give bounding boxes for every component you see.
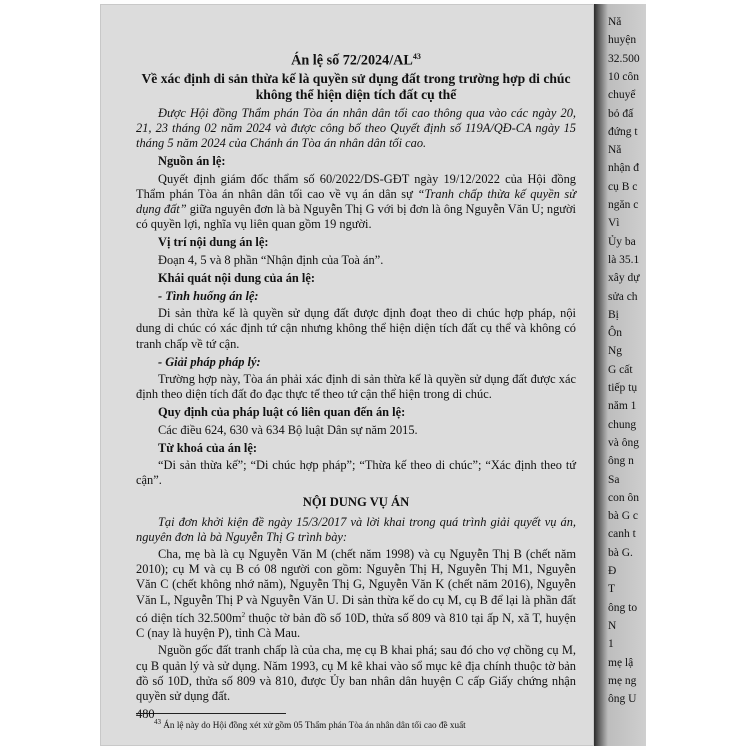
case-paragraph-1-b: thuộc tờ bản đồ số 10D, thửa số 809 và 810 tại ấp N, xã T, huyện C (nay là huyện P), tỉnh Cà Mau. — [136, 610, 576, 641]
position-paragraph: Đoạn 4, 5 và 8 phần “Nhận định của Toà án”. — [158, 252, 384, 267]
next-page-fragment: con ôn — [608, 491, 639, 504]
source-text-italic: “Tranh chấp thừa kế quyền sử dụng đất” — [136, 186, 576, 216]
next-page-fragment: Sa — [608, 473, 620, 486]
case-paragraph-1-a: Cha, mẹ bà là cụ Nguyễn Văn M (chết năm 1998) và cụ Nguyễn Thị B (chết năm 2010); cụ M và cụ B có 08 người con gồm: Nguyễn Thị H, Nguyễn Thị M1, Nguyễn Văn C (chết không nhớ năm), Nguyễn Thị G, Nguyễn Văn K (chết năm 2016), Nguyễn Văn L, Nguyễn Thị P và Nguyễn Văn U. Di sản thừa kế do cụ M, cụ B để lại là phần đất có diện tích 32.500m — [136, 547, 576, 625]
position-heading: Vị trí nội dung án lệ: — [158, 235, 269, 250]
source-text-2: giữa nguyên đơn là bà Nguyễn Thị G với bị đơn là ông Nguyễn Văn U; người có quyền lợi, nghĩa vụ liên quan gồm 19 người. — [136, 201, 576, 232]
intro-paragraph: Được Hội đồng Thẩm phán Tòa án nhân dân tối cao thông qua vào các ngày 20, 21, 23 tháng 02 năm 2024 và được công bố theo Quyết định số 119A/QĐ-CA ngày 15 tháng 5 năm 2024 của Chánh án Tòa án nhân dân tối cao. — [136, 105, 576, 151]
case-paragraph-2: Nguồn gốc đất tranh chấp là của cha, mẹ cụ B khai phá; sau đó cho vợ chồng cụ M, cụ B quản lý và sử dụng. Năm 1993, cụ M kê khai vào sổ mục kê địa chính thuộc tờ bản đồ số 10D, thửa số 809 và 810, được Ủy ban nhân dân huyện C cấp Giấy chứng nhận quyền sử dụng đất. — [136, 643, 576, 703]
next-page-fragment: mẹ lậ — [608, 656, 634, 669]
title-footnote-ref: 43 — [412, 52, 421, 61]
law-heading: Quy định của pháp luật có liên quan đến án lệ: — [158, 405, 406, 420]
next-page-fragment: T — [608, 583, 616, 596]
source-text-1: Quyết định giám đốc thẩm số 60/2022/DS-GĐT ngày 19/12/2022 của Hội đồng Thẩm phán Tòa án nhân dân tối cao về vụ án dân sự — [136, 171, 576, 201]
next-page-fragment: ông to — [608, 601, 638, 614]
case-section-heading: NỘI DUNG VỤ ÁN — [302, 495, 410, 510]
next-page-fragment: Nă — [608, 16, 622, 28]
next-page-fragment: Ôn — [608, 327, 623, 340]
next-page-fragment: Vì — [608, 217, 620, 230]
keywords-paragraph: “Di sản thừa kế”; “Di chúc hợp pháp”; “Thừa kế theo di chúc”; “Xác định theo tứ cận”. — [136, 458, 576, 488]
next-page-fragment: cụ B c — [608, 180, 638, 193]
page-content — [136, 48, 576, 731]
next-page-fragment: ông n — [608, 455, 634, 468]
next-page-fragment: là 35.1 — [608, 253, 640, 266]
summary-heading: Khái quát nội dung của án lệ: — [158, 270, 315, 285]
footnote — [154, 717, 576, 731]
right-margin — [646, 0, 750, 750]
next-page-fragment: chung — [608, 418, 637, 431]
next-page-fragment: canh t — [608, 528, 636, 541]
title-text: Án lệ số 72/2024/AL — [291, 52, 413, 69]
next-page-fragment: bỏ đấ — [608, 107, 634, 120]
case-paragraph-1-sup: 2 — [241, 610, 246, 619]
next-page-fragment: G cất — [608, 363, 633, 376]
source-heading: Nguồn án lệ: — [158, 154, 226, 169]
case-paragraph-1 — [136, 547, 576, 641]
footnote-divider — [136, 713, 286, 714]
next-page-fragment: 10 côn — [608, 70, 639, 83]
next-page-fragment: Đ — [608, 565, 617, 577]
next-page-fragment: 32.500 — [608, 52, 640, 65]
next-page-fragment: Ng — [608, 345, 623, 358]
next-page-fragment: tiếp tụ — [608, 382, 638, 394]
next-page-fragment: ông U — [608, 693, 637, 706]
situation-paragraph: Di sản thừa kế là quyền sử dụng đất được định đoạt theo di chúc hợp pháp, nội dung di chúc có xác định tứ cận nhưng không thể hiện diện tích đất cụ thể và không có tranh chấp về tứ cận. — [136, 306, 576, 351]
next-page-fragment: Ủy ba — [608, 235, 636, 248]
keywords-heading: Từ khoá của án lệ: — [158, 440, 258, 455]
footnote-number: 43 — [154, 718, 161, 727]
page-subtitle: Về xác định di sản thừa kế là quyền sử dụng đất trong trường hợp di chúc không thể hiện diện tích đất cụ thể — [141, 70, 571, 103]
page-title — [136, 48, 576, 70]
next-page-fragment: bà G. — [608, 546, 633, 559]
next-page-edge — [594, 4, 646, 746]
next-page-fragment: sửa ch — [608, 290, 638, 303]
next-page-fragment: N — [608, 619, 617, 632]
next-page-fragment: xây dự — [608, 272, 640, 285]
source-paragraph — [136, 172, 576, 233]
next-page-fragment: nhận đ — [608, 162, 639, 175]
next-page-fragment: và ông — [608, 436, 639, 449]
solution-paragraph: Trường hợp này, Tòa án phải xác định di sản thừa kế là quyền sử dụng đất được xác định theo diện tích đất đo đạc thực tế theo tứ cận thể hiện trong di chúc. — [136, 371, 576, 402]
case-intro-paragraph: Tại đơn khởi kiện đề ngày 15/3/2017 và lời khai trong quá trình giải quyết vụ án, nguyên đơn là bà Nguyễn Thị G trình bày: — [136, 514, 576, 544]
left-margin — [0, 0, 100, 750]
next-page-fragment: ngăn c — [608, 199, 639, 211]
solution-heading: - Giải pháp pháp lý: — [158, 354, 261, 369]
next-page-fragment: Nă — [608, 144, 622, 157]
situation-heading: - Tình huống án lệ: — [158, 288, 259, 303]
law-paragraph: Các điều 624, 630 và 634 Bộ luật Dân sự năm 2015. — [158, 422, 418, 437]
footnote-text: Án lệ này do Hội đồng xét xử gồm 05 Thẩm phán Tòa án nhân dân tối cao đề xuất — [163, 720, 466, 731]
next-page-fragment: 1 — [608, 638, 614, 651]
next-page-fragment: mẹ ng — [608, 674, 637, 687]
book-page — [100, 4, 594, 746]
page-number: 480 — [136, 707, 155, 721]
next-page-fragment: năm 1 — [608, 400, 637, 413]
next-page-fragment: bà G c — [608, 510, 639, 523]
next-page-fragment: Bị — [608, 308, 619, 321]
next-page-fragment: đứng t — [608, 125, 638, 138]
next-page-fragment: chuyể — [608, 89, 636, 102]
next-page-fragment: huyện — [608, 34, 637, 47]
